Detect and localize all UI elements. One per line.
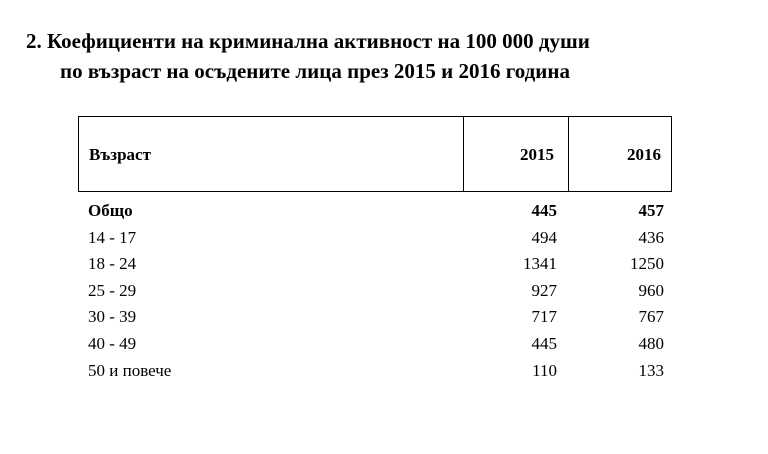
cell-2015: 927 bbox=[531, 280, 557, 300]
cell-age: 25 - 29 bbox=[88, 280, 137, 300]
title-line-2: по възраст на осъдените лица през 2015 и 2016 година bbox=[60, 59, 570, 83]
table-header bbox=[78, 116, 672, 192]
cell-age: 30 - 39 bbox=[88, 307, 137, 327]
cell-age: 18 - 24 bbox=[88, 254, 137, 274]
document-title bbox=[26, 26, 756, 86]
table-row bbox=[78, 251, 672, 278]
cell-2016: 133 bbox=[638, 360, 664, 380]
header-divider bbox=[463, 117, 464, 191]
cell-age: 40 - 49 bbox=[88, 333, 137, 353]
cell-2015: 717 bbox=[531, 307, 557, 327]
cell-2015: 494 bbox=[531, 227, 557, 247]
table-row bbox=[78, 358, 672, 385]
cell-age: 14 - 17 bbox=[88, 227, 137, 247]
cell-age: Общо bbox=[88, 201, 133, 220]
header-age: Възраст bbox=[89, 145, 151, 164]
cell-2016: 436 bbox=[638, 227, 664, 247]
cell-age: 50 и повече bbox=[88, 360, 172, 380]
header-2015: 2015 bbox=[520, 145, 554, 164]
table-row bbox=[78, 225, 672, 252]
cell-2015: 110 bbox=[532, 360, 557, 380]
cell-2016: 767 bbox=[638, 307, 664, 327]
cell-2016: 457 bbox=[638, 201, 664, 220]
table-row-total bbox=[78, 198, 672, 225]
header-2016: 2016 bbox=[627, 145, 661, 164]
table-body bbox=[78, 198, 672, 384]
cell-2015: 445 bbox=[531, 201, 557, 220]
table-row bbox=[78, 331, 672, 358]
cell-2015: 445 bbox=[531, 333, 557, 353]
title-line-1: 2. Коефициенти на криминална активност на 100 000 души bbox=[26, 29, 590, 53]
table-row bbox=[78, 304, 672, 331]
cell-2016: 960 bbox=[638, 280, 664, 300]
cell-2016: 1250 bbox=[630, 254, 664, 274]
header-divider bbox=[568, 117, 569, 191]
table-row bbox=[78, 278, 672, 305]
cell-2015: 1341 bbox=[523, 254, 557, 274]
cell-2016: 480 bbox=[638, 333, 664, 353]
